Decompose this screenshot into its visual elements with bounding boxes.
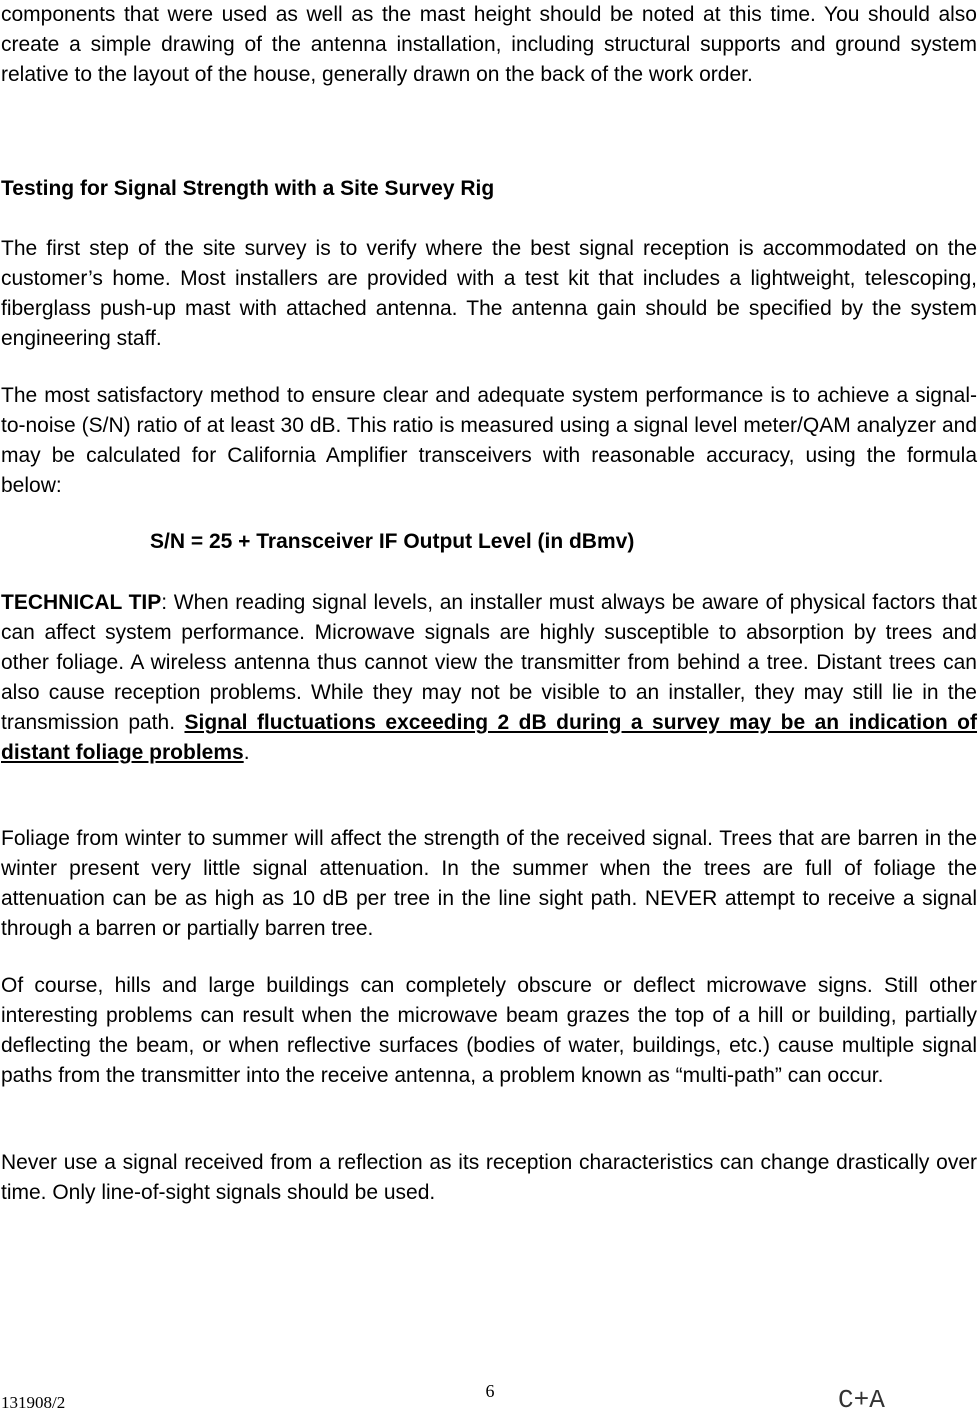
section-heading: Testing for Signal Strength with a Site Survey Rig	[1, 177, 495, 200]
sn-formula: S/N = 25 + Transceiver IF Output Level (in dBmv)	[150, 530, 635, 553]
document-number: 131908/2	[1, 1393, 66, 1412]
brand-mark: C+A	[838, 1385, 885, 1415]
obstruction-paragraph: Of course, hills and large buildings can completely obscure or deflect microwave signs. Still other interesting problems can result when the microwave beam grazes the top of a hill or building, partially deflecting the beam, or when reflective surfaces (bodies of water, buildings, etc.) cause multiple signal paths from the transmitter into the receive antenna, a problem known as “multi-path” can occur.	[1, 974, 977, 1087]
technical-tip-end: .	[243, 741, 250, 764]
technical-tip-body: : When reading signal levels, an installer must always be aware of physical factors that can affect system performance. Microwave signals are highly susceptible to absorption by trees and other foliage. A wireless antenna thus cannot view the transmitter from behind a tree. Distant trees can also cause reception problems. While they may not be visible to an installer, they may still lie in the transmission path.	[1, 591, 977, 734]
technical-tip-emphasis: Signal fluctuations exceeding 2 dB during a survey may be an indication of distant foliage problems	[1, 711, 978, 764]
page-number: 6	[485, 1381, 495, 1401]
site-survey-paragraph: The first step of the site survey is to verify where the best signal reception is accommodated on the customer’s home. Most installers are provided with a test kit that includes a lightweight, telescoping, fiberglass push-up mast with attached antenna. The antenna gain should be specified by the system engineering staff.	[1, 237, 977, 350]
signal-to-noise-paragraph: The most satisfactory method to ensure clear and adequate system performance is to achieve a signal-to-noise (S/N) ratio of at least 30 dB. This ratio is measured using a signal level meter/QAM analyzer and may be calculated for California Amplifier transceivers with reasonable accuracy, using the formula below:	[1, 384, 977, 497]
technical-tip-paragraph	[1, 588, 977, 768]
intro-paragraph: components that were used as well as the mast height should be noted at this time. You should also create a simple drawing of the antenna installation, including structural supports and ground system relative to the layout of the house, generally drawn on the back of the work order.	[1, 3, 977, 86]
reflection-paragraph: Never use a signal received from a reflection as its reception characteristics can change drastically over time. Only line-of-sight signals should be used.	[1, 1151, 977, 1204]
foliage-paragraph: Foliage from winter to summer will affect the strength of the received signal. Trees that are barren in the winter present very little signal attenuation. In the summer when the trees are full of foliage the attenuation can be as high as 10 dB per tree in the line sight path. NEVER attempt to receive a signal through a barren or partially barren tree.	[1, 827, 977, 940]
technical-tip-label: TECHNICAL TIP	[1, 591, 162, 614]
